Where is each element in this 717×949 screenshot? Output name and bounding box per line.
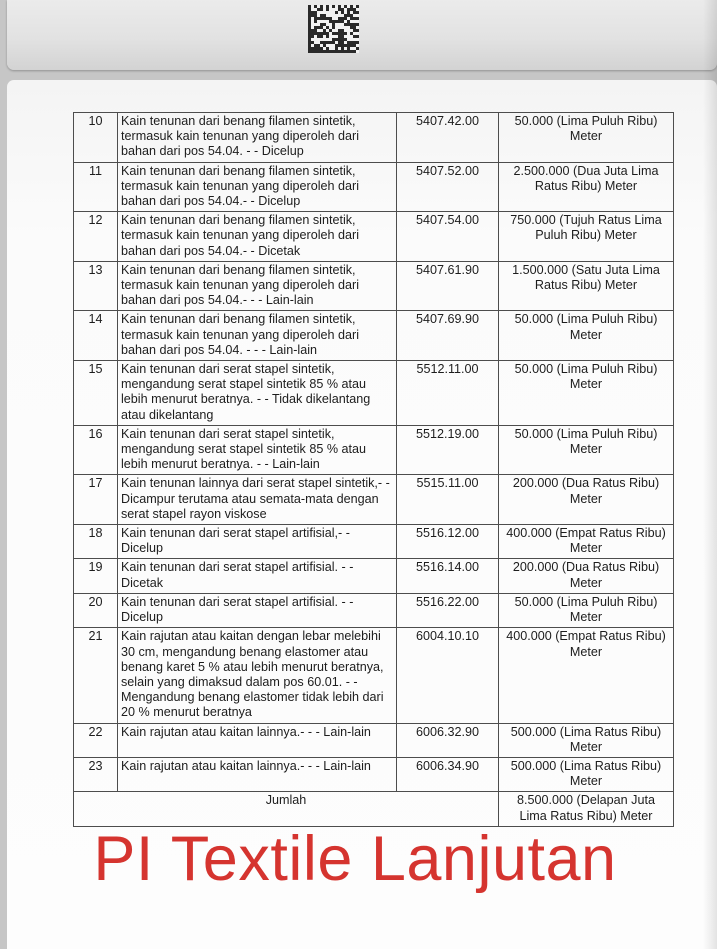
page-caption: PI Textile Lanjutan [93,824,617,894]
row-description: Kain tenunan dari benang filamen sintetik, termasuk kain tenunan yang diperoleh dari bahan dari pos 54.04. - - - Lain-lain [118,311,397,361]
row-description: Kain tenunan dari benang filamen sintetik, termasuk kain tenunan yang diperoleh dari bahan dari pos 54.04.- - - Lain-lain [118,261,397,311]
row-description: Kain tenunan dari benang filamen sintetik, termasuk kain tenunan yang diperoleh dari bahan dari pos 54.04.- - Dicelup [118,162,397,212]
table-row [74,757,674,791]
row-quantity: 500.000 (Lima Ratus Ribu) Meter [499,723,674,757]
footer-label: Jumlah [74,792,499,826]
row-quantity: 50.000 (Lima Puluh Ribu) Meter [499,361,674,426]
row-hs-code: 5516.12.00 [397,525,499,559]
row-quantity: 200.000 (Dua Ratus Ribu) Meter [499,475,674,525]
table-row [74,361,674,426]
previous-page-fragment [7,0,717,70]
row-number: 16 [74,425,118,475]
row-number: 23 [74,757,118,791]
row-hs-code: 5516.22.00 [397,593,499,627]
table-footer-row [74,792,674,826]
row-number: 18 [74,525,118,559]
row-hs-code: 5516.14.00 [397,559,499,593]
row-quantity: 50.000 (Lima Puluh Ribu) Meter [499,593,674,627]
document-page [7,80,717,949]
table-row [74,628,674,723]
row-description: Kain rajutan atau kaitan dengan lebar melebihi 30 cm, mengandung benang elastomer atau benang karet 5 % atau lebih menurut beratnya, selain yang dimaksud dalam pos 60.01. - - Mengandung benang elastomer tidak lebih dari 20 % menurut beratnya [118,628,397,723]
row-number: 21 [74,628,118,723]
row-quantity: 500.000 (Lima Ratus Ribu) Meter [499,757,674,791]
row-number: 14 [74,311,118,361]
row-description: Kain rajutan atau kaitan lainnya.- - - Lain-lain [118,723,397,757]
row-number: 12 [74,212,118,262]
table-row [74,525,674,559]
row-description: Kain tenunan dari benang filamen sintetik, termasuk kain tenunan yang diperoleh dari bahan dari pos 54.04. - - Dicelup [118,113,397,163]
row-quantity: 750.000 (Tujuh Ratus Lima Puluh Ribu) Meter [499,212,674,262]
row-description: Kain tenunan lainnya dari serat stapel sintetik,- - Dicampur terutama atau semata-mata dengan serat stapel rayon viskose [118,475,397,525]
row-description: Kain tenunan dari serat stapel sintetik, mengandung serat stapel sintetik 85 % atau lebih menurut beratnya. - - Lain-lain [118,425,397,475]
table-row [74,559,674,593]
table-row [74,212,674,262]
row-hs-code: 6006.32.90 [397,723,499,757]
goods-table [73,112,674,827]
table-row [74,162,674,212]
footer-total: 8.500.000 (Delapan Juta Lima Ratus Ribu) Meter [499,792,674,826]
table-row [74,425,674,475]
row-quantity: 1.500.000 (Satu Juta Lima Ratus Ribu) Meter [499,261,674,311]
row-hs-code: 5407.42.00 [397,113,499,163]
table-row [74,311,674,361]
row-hs-code: 5407.54.00 [397,212,499,262]
row-description: Kain tenunan dari serat stapel artifisial. - - Dicetak [118,559,397,593]
row-hs-code: 5407.61.90 [397,261,499,311]
row-quantity: 400.000 (Empat Ratus Ribu) Meter [499,628,674,723]
row-quantity: 200.000 (Dua Ratus Ribu) Meter [499,559,674,593]
row-quantity: 400.000 (Empat Ratus Ribu) Meter [499,525,674,559]
row-number: 20 [74,593,118,627]
row-number: 17 [74,475,118,525]
row-quantity: 2.500.000 (Dua Juta Lima Ratus Ribu) Meter [499,162,674,212]
row-number: 11 [74,162,118,212]
table-row [74,723,674,757]
row-hs-code: 5512.19.00 [397,425,499,475]
row-number: 15 [74,361,118,426]
row-description: Kain rajutan atau kaitan lainnya.- - - Lain-lain [118,757,397,791]
row-number: 10 [74,113,118,163]
row-hs-code: 5512.11.00 [397,361,499,426]
row-number: 13 [74,261,118,311]
row-description: Kain tenunan dari serat stapel artifisial. - - Dicelup [118,593,397,627]
datamatrix-code-icon [308,5,359,53]
table-row [74,261,674,311]
row-hs-code: 5407.52.00 [397,162,499,212]
row-hs-code: 5407.69.90 [397,311,499,361]
row-hs-code: 5515.11.00 [397,475,499,525]
table-row [74,113,674,163]
row-quantity: 50.000 (Lima Puluh Ribu) Meter [499,311,674,361]
row-number: 19 [74,559,118,593]
table-row [74,475,674,525]
row-quantity: 50.000 (Lima Puluh Ribu) Meter [499,425,674,475]
row-quantity: 50.000 (Lima Puluh Ribu) Meter [499,113,674,163]
row-number: 22 [74,723,118,757]
row-hs-code: 6006.34.90 [397,757,499,791]
row-hs-code: 6004.10.10 [397,628,499,723]
row-description: Kain tenunan dari benang filamen sintetik, termasuk kain tenunan yang diperoleh dari bahan dari pos 54.04.- - Dicetak [118,212,397,262]
row-description: Kain tenunan dari serat stapel sintetik, mengandung serat stapel sintetik 85 % atau lebih menurut beratnya. - - Tidak dikelantang atau dikelantang [118,361,397,426]
table-row [74,593,674,627]
row-description: Kain tenunan dari serat stapel artifisial,- - Dicelup [118,525,397,559]
